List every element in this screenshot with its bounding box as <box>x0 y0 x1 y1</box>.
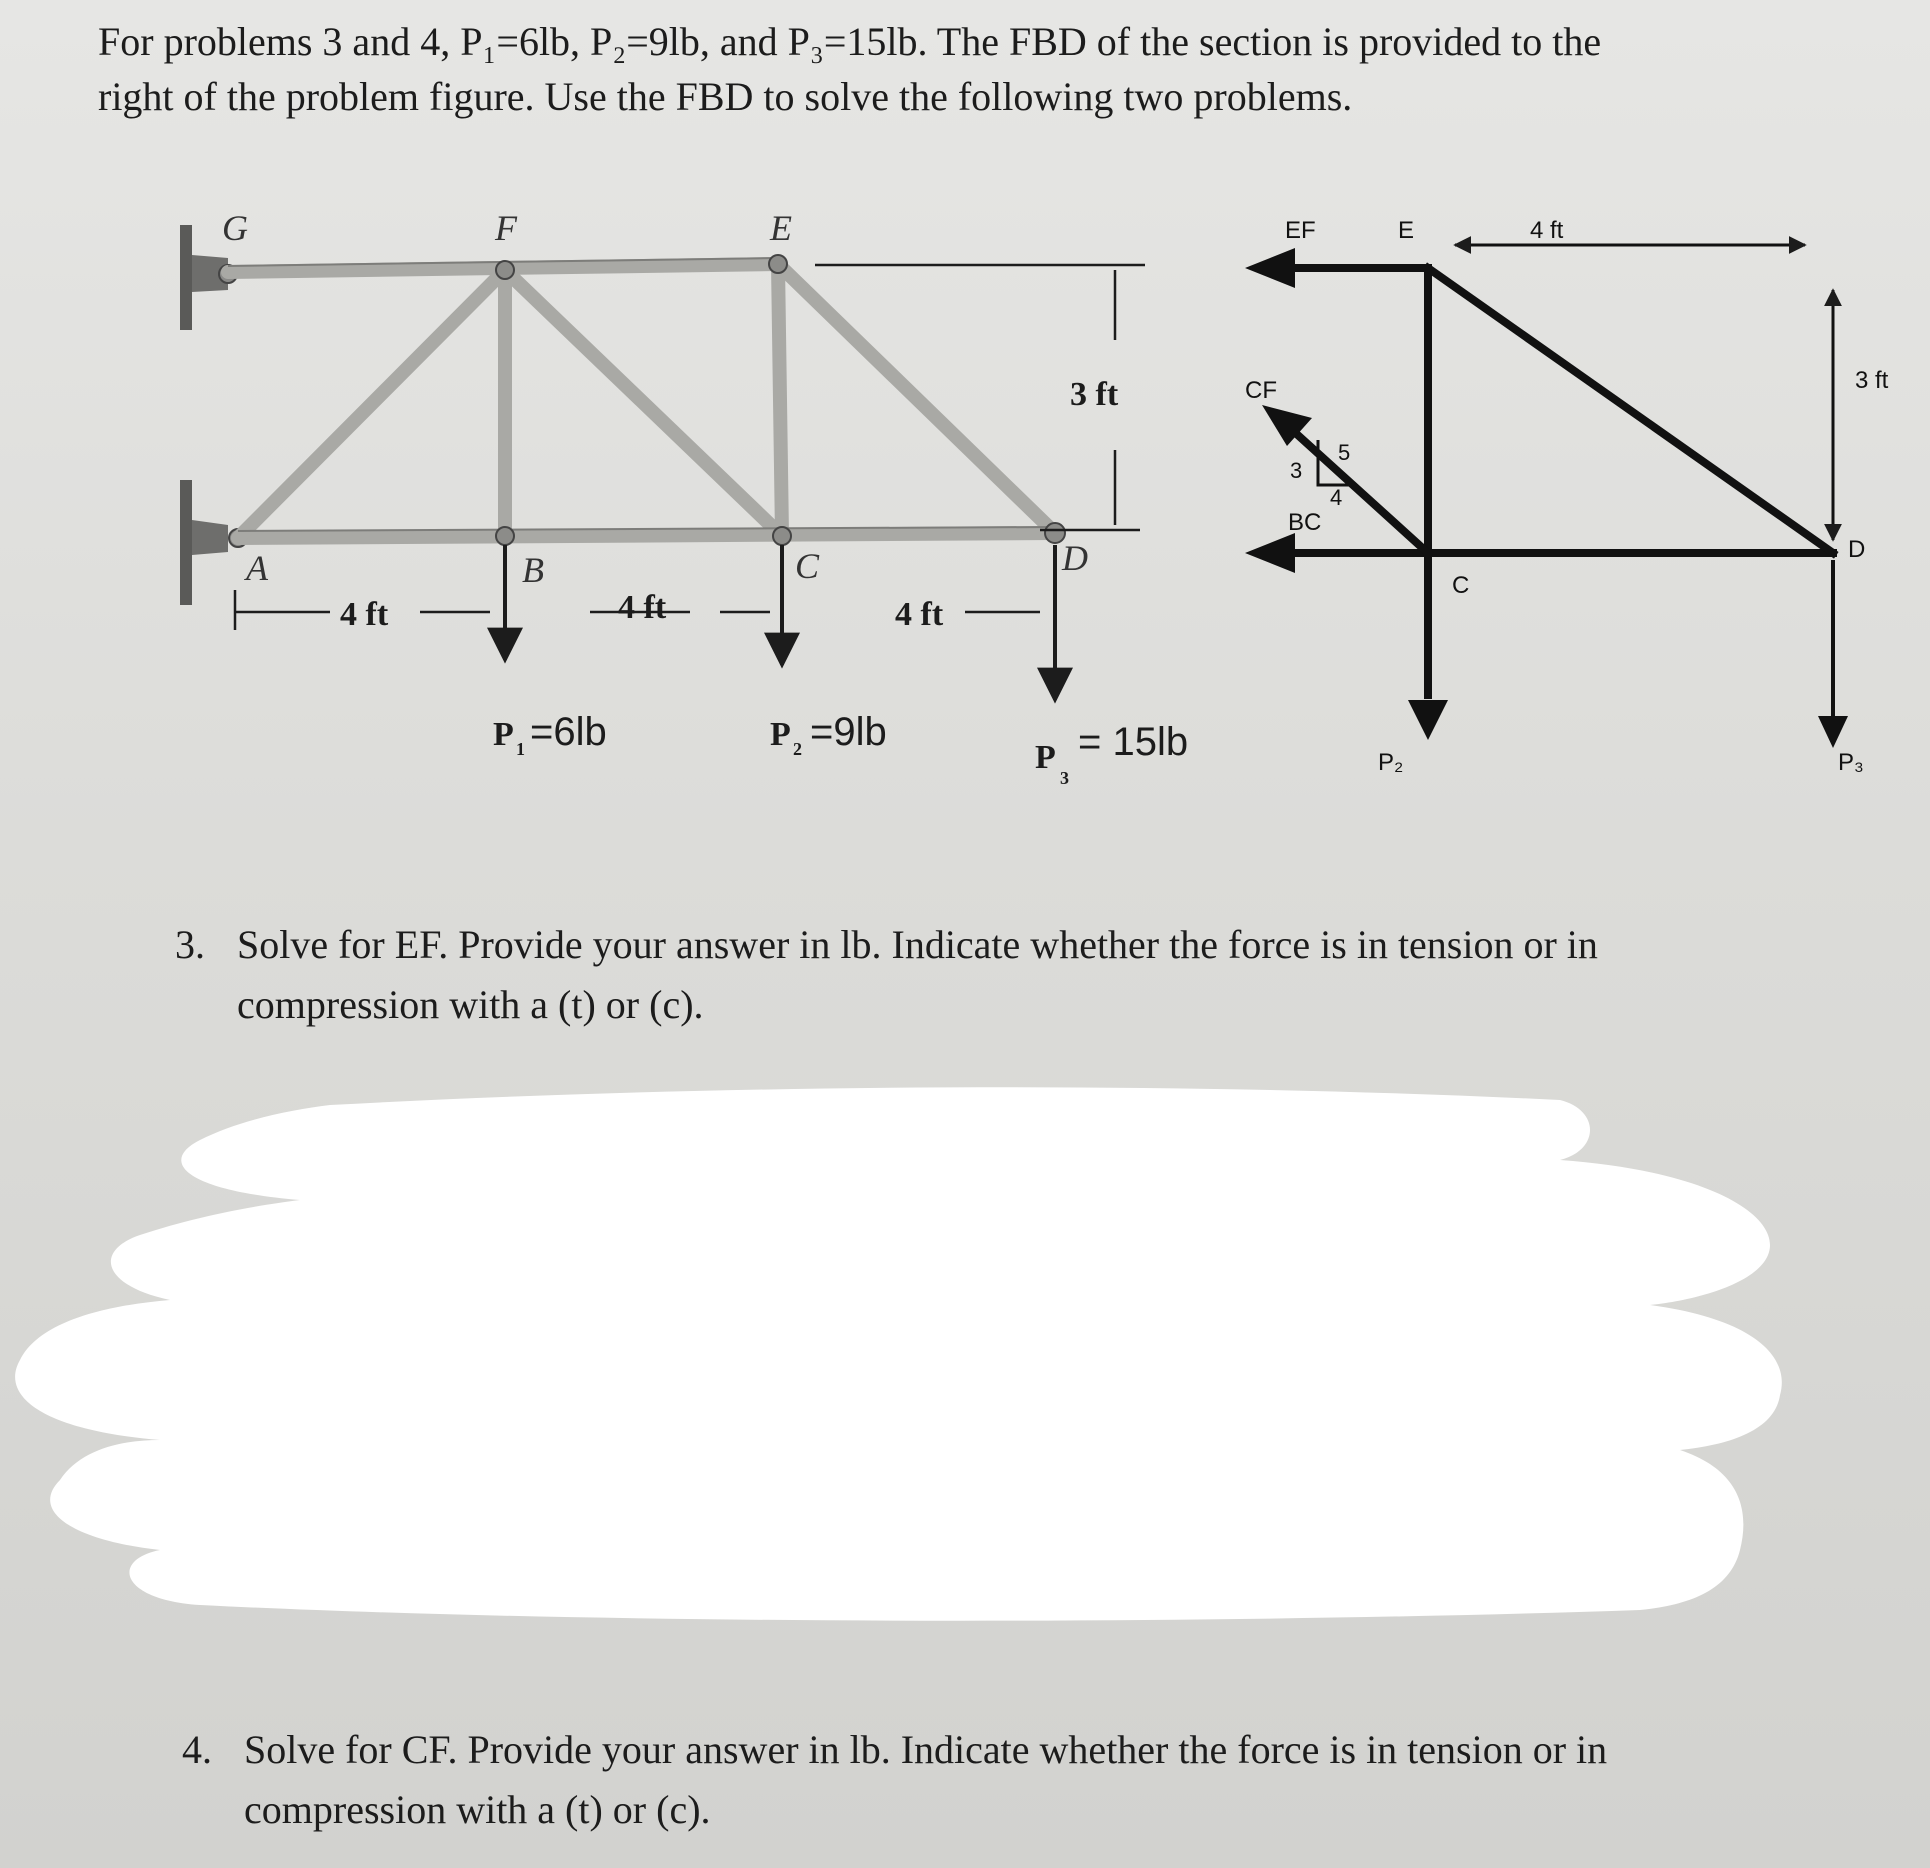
intro-line-1: For problems 3 and 4, P₁=6lb, P₂=9lb, and P₃=15lb. The FBD of the section is provided to the <box>98 19 1602 64</box>
truss-members <box>228 264 1055 538</box>
p3-arrowhead <box>1818 716 1848 748</box>
span-label-bc: 4 ft <box>618 589 667 626</box>
node-label-f: F <box>495 208 517 248</box>
bc-arrowhead <box>1245 533 1295 573</box>
member-af <box>238 270 505 538</box>
fbd-label-cf: CF <box>1245 377 1277 404</box>
question-3-line-2: compression with a (t) or (c). <box>237 982 704 1027</box>
question-3-number: 3. <box>175 922 205 967</box>
p2-symbol: P <box>770 716 791 753</box>
question-4-line-1: Solve for CF. Provide your answer in lb. Indicate whether the force is in tension or in <box>244 1727 1608 1772</box>
fbd-label-d: D <box>1848 536 1866 563</box>
intro-line-2: right of the problem figure. Use the FBD to solve the following two problems. <box>98 74 1353 119</box>
fbd-section <box>1245 217 1889 776</box>
p3-symbol: P <box>1035 739 1056 776</box>
slope-run: 4 <box>1330 485 1343 510</box>
member-fc <box>505 270 782 536</box>
load-label-p2 <box>770 710 887 759</box>
question-3 <box>175 915 1775 1035</box>
ef-arrowhead <box>1245 248 1295 288</box>
slope-rise: 3 <box>1290 458 1303 483</box>
load-label-p1 <box>493 710 607 759</box>
question-3-line-1: Solve for EF. Provide your answer in lb. Indicate whether the force is in tension or in <box>237 922 1598 967</box>
fbd-label-ef: EF <box>1285 217 1316 244</box>
fbd-height-label: 3 ft <box>1855 367 1889 394</box>
fbd-label-e: E <box>1398 217 1415 244</box>
fbd-label-p2: P₂ <box>1378 749 1404 776</box>
member-ed <box>778 264 1055 533</box>
node-label-d: D <box>1062 538 1088 578</box>
fbd-label-bc: BC <box>1288 509 1322 536</box>
answer-redaction <box>0 1070 1930 1670</box>
node-label-a: A <box>246 548 268 588</box>
node-label-c: C <box>795 546 820 586</box>
load-label-p3 <box>1035 720 1188 788</box>
p2-value: =9lb <box>810 710 887 754</box>
p2-arrowhead <box>1408 700 1448 740</box>
p1-symbol: P <box>493 716 514 753</box>
height-label: 3 ft <box>1070 376 1119 413</box>
question-4-line-2: compression with a (t) or (c). <box>244 1787 711 1832</box>
question-4 <box>182 1720 1802 1840</box>
p3-value: = 15lb <box>1078 720 1189 764</box>
node-label-g: G <box>222 208 248 248</box>
fbd-member-ed <box>1428 268 1833 553</box>
p2-subscript: 2 <box>793 739 802 759</box>
fbd-label-c: C <box>1452 572 1470 599</box>
span-label-cd: 4 ft <box>895 596 944 633</box>
member-ec <box>778 264 782 536</box>
p1-subscript: 1 <box>516 739 525 759</box>
member-ad <box>238 533 1055 538</box>
slope-hyp: 5 <box>1338 440 1351 465</box>
fbd-span-label: 4 ft <box>1530 217 1564 244</box>
span-label-ab: 4 ft <box>340 596 389 633</box>
node-label-e: E <box>770 208 792 248</box>
fbd-label-p3: P₃ <box>1838 749 1864 776</box>
question-4-number: 4. <box>182 1727 212 1772</box>
p1-value: =6lb <box>530 710 607 754</box>
p3-subscript: 3 <box>1060 768 1069 788</box>
node-label-b: B <box>522 550 544 590</box>
